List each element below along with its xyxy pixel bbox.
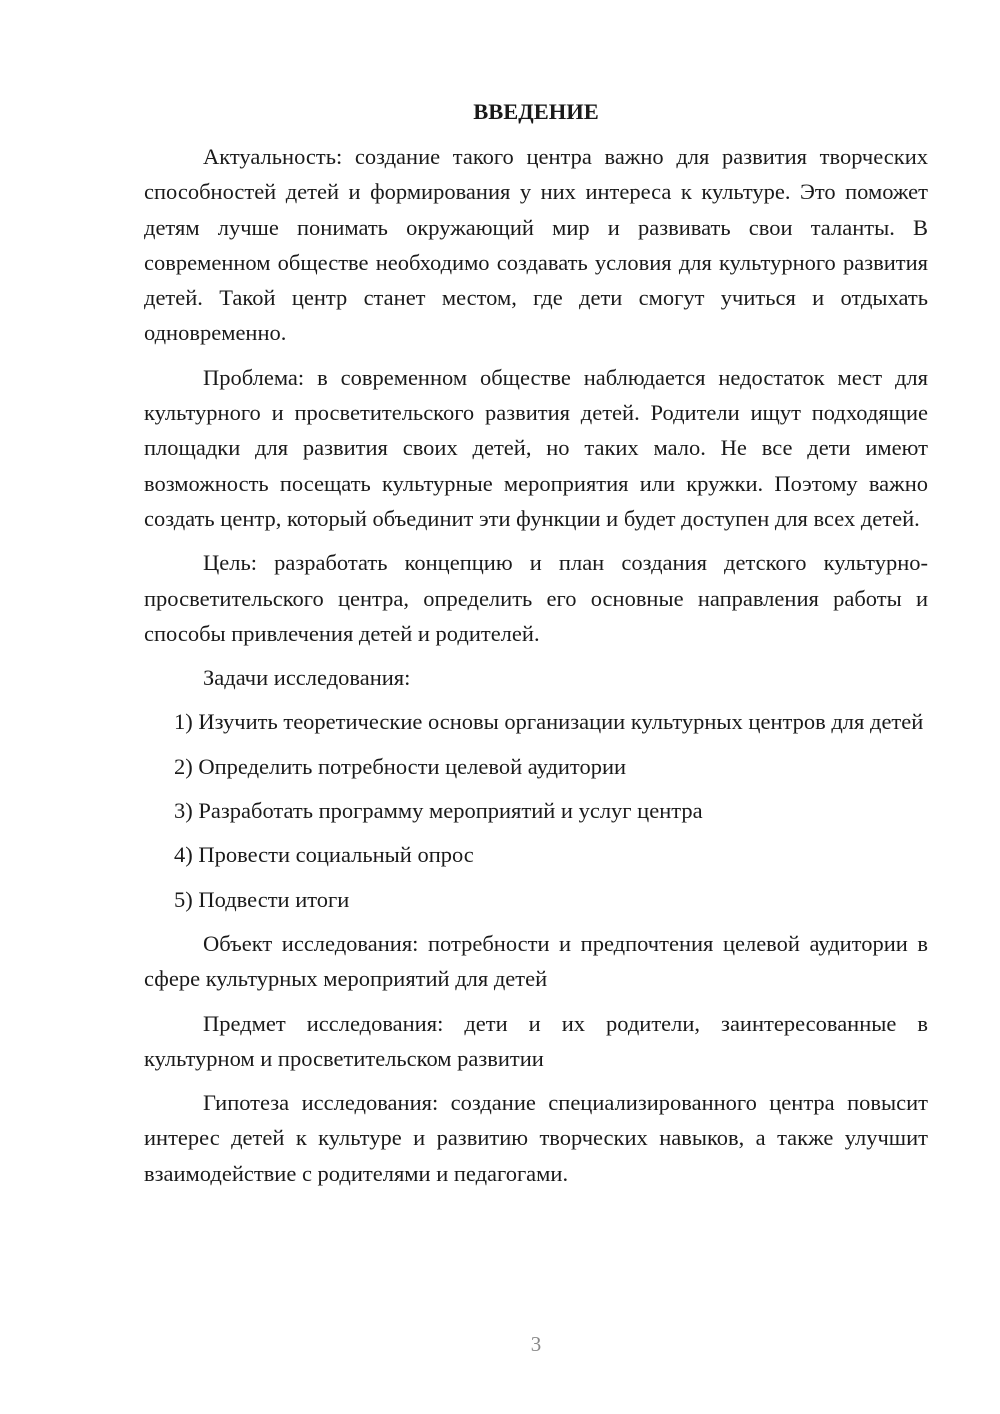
page-number: 3 <box>530 1332 542 1356</box>
paragraph-relevance: Актуальность: создание такого центра важно для развития творческих способностей детей и формирования у них интереса к культуре. Это поможет детям лучше понимать окружающий мир и развивать свои таланты. В современном обществе необходимо создавать условия для культурного развития детей. Такой центр станет местом, где дети смогут учиться и отдыхать одновременно. <box>144 144 928 346</box>
task-item: 5) Подвести итоги <box>174 886 350 912</box>
paragraph-problem: Проблема: в современном обществе наблюдается недостаток мест для культурного и просветительского развития детей. Родители ищут подходящие площадки для развития своих детей, но таких мало. Не все дети имеют возможность посещать культурные мероприятия или кружки. Поэтому важно создать центр, который объединит эти функции и будет доступен для всех детей. <box>144 364 928 531</box>
paragraph-tasks-heading: Задачи исследования: <box>203 665 411 691</box>
task-item: 3) Разработать программу мероприятий и услуг центра <box>174 798 703 824</box>
paragraph-goal: Цель: разработать концепцию и план создания детского культурно-просветительского центра, определить его основные направления работы и способы привлечения детей и родителей. <box>144 550 928 646</box>
paragraph-object: Объект исследования: потребности и предпочтения целевой аудитории в сфере культурных мероприятий для детей <box>144 930 928 992</box>
task-item: 4) Провести социальный опрос <box>174 842 474 868</box>
task-item: 2) Определить потребности целевой аудитории <box>174 753 627 779</box>
task-item: 1) Изучить теоретические основы организации культурных центров для детей <box>174 709 924 735</box>
page-content <box>144 94 928 1200</box>
paragraph-subject: Предмет исследования: дети и их родители, заинтересованные в культурном и просветительском развитии <box>144 1010 928 1071</box>
paragraph-hypothesis: Гипотеза исследования: создание специализированного центра повысит интерес детей к культуре и развитию творческих навыков, а также улучшит взаимодействие с родителями и педагогами. <box>144 1090 928 1186</box>
section-title: ВВЕДЕНИЕ <box>473 99 599 124</box>
